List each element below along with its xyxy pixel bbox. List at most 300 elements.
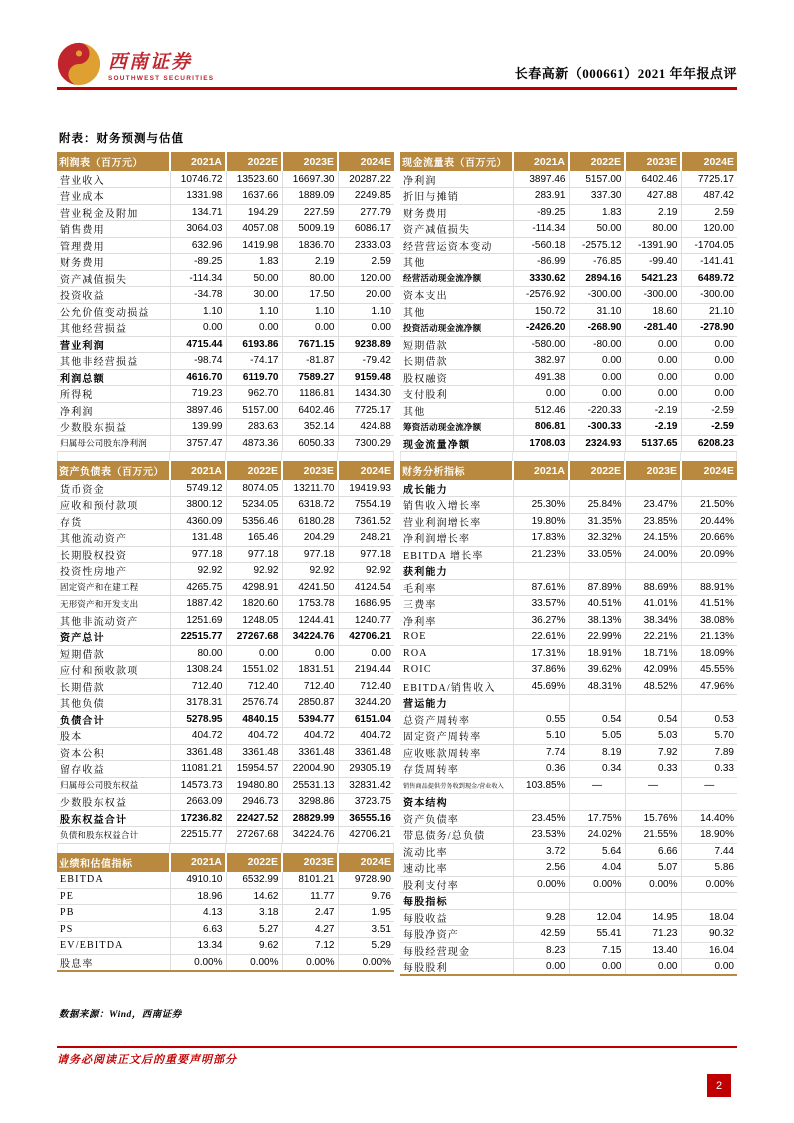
table-row xyxy=(400,794,737,811)
cell-value: 20.66% xyxy=(681,530,737,547)
cell-value: 24.15% xyxy=(625,530,681,547)
cell-value: 17.83% xyxy=(513,530,569,547)
row-label: EBITDA 增长率 xyxy=(400,546,513,563)
table-row xyxy=(57,353,394,370)
year-column-header: 2022E xyxy=(569,461,625,480)
row-label: 存货 xyxy=(57,513,170,530)
cell-value: 3361.48 xyxy=(282,744,338,761)
cell-value: 3330.62 xyxy=(513,270,569,287)
cell-value: 28829.99 xyxy=(282,810,338,827)
table-row xyxy=(57,402,394,419)
cell-value: -220.33 xyxy=(569,402,625,419)
cell-value: 1708.03 xyxy=(513,435,569,452)
cell-value: 17.50 xyxy=(282,287,338,304)
row-label: 成长能力 xyxy=(400,480,513,497)
cell-value: 0.00% xyxy=(338,954,394,971)
cell-value: 7725.17 xyxy=(338,402,394,419)
cell-value: 977.18 xyxy=(338,546,394,563)
cell-value: 5009.19 xyxy=(282,221,338,238)
cell-value: 5.03 xyxy=(625,728,681,745)
cell-value: 3.72 xyxy=(513,843,569,860)
cell-value: 50.00 xyxy=(569,221,625,238)
cell-value: 2333.03 xyxy=(338,237,394,254)
cell-value: 9159.48 xyxy=(338,369,394,386)
cell-value: 80.00 xyxy=(170,645,226,662)
row-label: 每股净资产 xyxy=(400,926,513,943)
cell-value: 30.00 xyxy=(226,287,282,304)
cell-value: 15.76% xyxy=(625,810,681,827)
cell-value: 1836.70 xyxy=(282,237,338,254)
row-label: 应收账款周转率 xyxy=(400,744,513,761)
row-label: 速动比率 xyxy=(400,860,513,877)
cell-value: 1251.69 xyxy=(170,612,226,629)
cell-value: 18.71% xyxy=(625,645,681,662)
cell-value: 0.00 xyxy=(681,353,737,370)
cell-value: 31.35% xyxy=(569,513,625,530)
table-row xyxy=(57,270,394,287)
empty-cell xyxy=(513,794,569,811)
cell-value: 1.10 xyxy=(282,303,338,320)
year-column-header: 2021A xyxy=(170,461,226,480)
cell-value: -300.33 xyxy=(569,419,625,436)
cell-value: 9238.89 xyxy=(338,336,394,353)
row-label: 固定资产周转率 xyxy=(400,728,513,745)
empty-cell xyxy=(513,480,569,497)
cell-value: 3361.48 xyxy=(226,744,282,761)
cell-value: 80.00 xyxy=(625,221,681,238)
cell-value: 4298.91 xyxy=(226,579,282,596)
table-row xyxy=(400,435,737,452)
cell-value: 21.23% xyxy=(513,546,569,563)
cell-value: 0.00 xyxy=(569,959,625,976)
cell-value: 0.00% xyxy=(226,954,282,971)
table-row xyxy=(400,320,737,337)
report-header xyxy=(57,38,737,86)
row-label: 资本支出 xyxy=(400,287,513,304)
cell-value: -79.42 xyxy=(338,353,394,370)
cell-value: 36.27% xyxy=(513,612,569,629)
cell-value: -98.74 xyxy=(170,353,226,370)
empty-cell xyxy=(569,480,625,497)
table-row xyxy=(57,480,394,497)
cell-value: 0.00 xyxy=(681,959,737,976)
cell-value: 3064.03 xyxy=(170,221,226,238)
income-table-title: 利润表（百万元） xyxy=(57,152,170,171)
cell-value: 32.32% xyxy=(569,530,625,547)
cell-value: 7.12 xyxy=(282,938,338,955)
table-row xyxy=(57,728,394,745)
table-header-row xyxy=(57,853,394,872)
row-label: 股东权益合计 xyxy=(57,810,170,827)
analysis-table-title: 财务分析指标 xyxy=(400,461,513,480)
cell-value: 4124.54 xyxy=(338,579,394,596)
cell-value: 0.33 xyxy=(681,761,737,778)
row-label: 留存收益 xyxy=(57,761,170,778)
cell-value: 2663.09 xyxy=(170,794,226,811)
year-column-header: 2024E xyxy=(681,152,737,171)
row-label: 毛利率 xyxy=(400,579,513,596)
cell-value: 48.52% xyxy=(625,678,681,695)
table-row xyxy=(57,744,394,761)
row-label: 其他 xyxy=(400,254,513,271)
cell-value: 487.42 xyxy=(681,188,737,205)
table-header-row xyxy=(57,152,394,171)
table-row xyxy=(57,287,394,304)
row-label: 支付股利 xyxy=(400,386,513,403)
row-label: 营业成本 xyxy=(57,188,170,205)
cell-value: 1.10 xyxy=(226,303,282,320)
cell-value: 1186.81 xyxy=(282,386,338,403)
cell-value: 92.92 xyxy=(170,563,226,580)
table-row xyxy=(57,188,394,205)
row-label: 净利润增长率 xyxy=(400,530,513,547)
cell-value: 3361.48 xyxy=(338,744,394,761)
cell-value: 20.44% xyxy=(681,513,737,530)
table-row xyxy=(57,938,394,955)
empty-cell xyxy=(625,794,681,811)
row-label: EV/EBITDA xyxy=(57,938,170,955)
valuation-table xyxy=(57,853,394,972)
row-label: 资产总计 xyxy=(57,629,170,646)
cell-value: 0.00 xyxy=(226,320,282,337)
row-label: 应收和预付款项 xyxy=(57,497,170,514)
cell-value: 0.00% xyxy=(569,876,625,893)
cell-value: — xyxy=(625,777,681,794)
row-label: 其他流动资产 xyxy=(57,530,170,547)
year-column-header: 2023E xyxy=(625,461,681,480)
cell-value: 150.72 xyxy=(513,303,569,320)
cell-value: 9.28 xyxy=(513,909,569,926)
income-table xyxy=(57,152,394,452)
cell-value: 0.54 xyxy=(569,711,625,728)
cell-value: -2.59 xyxy=(681,402,737,419)
cell-value: 88.91% xyxy=(681,579,737,596)
table-row xyxy=(400,827,737,844)
table-row xyxy=(57,237,394,254)
cell-value: 8101.21 xyxy=(282,872,338,889)
cell-value: 283.63 xyxy=(226,419,282,436)
cell-value: 0.00% xyxy=(625,876,681,893)
cell-value: 32831.42 xyxy=(338,777,394,794)
cell-value: 6318.72 xyxy=(282,497,338,514)
table-row xyxy=(400,386,737,403)
table-row xyxy=(400,353,737,370)
year-column-header: 2022E xyxy=(226,152,282,171)
table-row xyxy=(400,695,737,712)
row-label: 获利能力 xyxy=(400,563,513,580)
cell-value: 4715.44 xyxy=(170,336,226,353)
year-column-header: 2021A xyxy=(170,853,226,872)
cell-value: 25.84% xyxy=(569,497,625,514)
cell-value: 42.09% xyxy=(625,662,681,679)
cell-value: -89.25 xyxy=(513,204,569,221)
cell-value: 0.33 xyxy=(625,761,681,778)
cell-value: 0.54 xyxy=(625,711,681,728)
cell-value: 92.92 xyxy=(226,563,282,580)
cell-value: 39.62% xyxy=(569,662,625,679)
cell-value: 0.00 xyxy=(282,645,338,662)
cell-value: 2.59 xyxy=(338,254,394,271)
cell-value: 2324.93 xyxy=(569,435,625,452)
brand-subtitle: SOUTHWEST SECURITIES xyxy=(108,74,215,82)
cell-value: 14573.73 xyxy=(170,777,226,794)
row-label: 经营活动现金流净额 xyxy=(400,270,513,287)
cell-value: 1820.60 xyxy=(226,596,282,613)
cell-value: 3244.20 xyxy=(338,695,394,712)
row-label: 其他 xyxy=(400,402,513,419)
cell-value: 41.01% xyxy=(625,596,681,613)
row-label: 负债和股东权益合计 xyxy=(57,827,170,844)
year-column-header: 2024E xyxy=(681,461,737,480)
table-row xyxy=(400,711,737,728)
cell-value: 7.89 xyxy=(681,744,737,761)
balance-table-title: 资产负债表（百万元） xyxy=(57,461,170,480)
cell-value: 20.00 xyxy=(338,287,394,304)
cell-value: 37.86% xyxy=(513,662,569,679)
cell-value: 0.00 xyxy=(681,336,737,353)
cell-value: 131.48 xyxy=(170,530,226,547)
cell-value: 8.19 xyxy=(569,744,625,761)
cell-value: 9.76 xyxy=(338,888,394,905)
cell-value: -2.59 xyxy=(681,419,737,436)
cell-value: 34224.76 xyxy=(282,827,338,844)
year-column-header: 2023E xyxy=(282,152,338,171)
cell-value: 404.72 xyxy=(170,728,226,745)
cell-value: 15954.57 xyxy=(226,761,282,778)
brand-logo-icon xyxy=(57,42,101,86)
cell-value: -580.00 xyxy=(513,336,569,353)
table-row xyxy=(57,777,394,794)
cell-value: 13.40 xyxy=(625,942,681,959)
row-label: 货币资金 xyxy=(57,480,170,497)
cell-value: 0.00 xyxy=(513,386,569,403)
cell-value: 3897.46 xyxy=(513,171,569,188)
row-label: 每股收益 xyxy=(400,909,513,926)
row-label: 少数股东损益 xyxy=(57,419,170,436)
cell-value: 12.04 xyxy=(569,909,625,926)
row-label: 股权融资 xyxy=(400,369,513,386)
table-row xyxy=(57,810,394,827)
table-row xyxy=(400,596,737,613)
cell-value: 42706.21 xyxy=(338,629,394,646)
year-column-header: 2024E xyxy=(338,461,394,480)
cell-value: 134.71 xyxy=(170,204,226,221)
cell-value: 7.44 xyxy=(681,843,737,860)
row-label: 存货周转率 xyxy=(400,761,513,778)
cell-value: 248.21 xyxy=(338,530,394,547)
row-label: 销售商品提供劳务收到现金/营业收入 xyxy=(400,777,513,794)
cell-value: 7671.15 xyxy=(282,336,338,353)
cell-value: 5.05 xyxy=(569,728,625,745)
table-row xyxy=(400,744,737,761)
table-row xyxy=(57,497,394,514)
cell-value: 13211.70 xyxy=(282,480,338,497)
cell-value: 14.95 xyxy=(625,909,681,926)
cell-value: 977.18 xyxy=(282,546,338,563)
cell-value: 2.47 xyxy=(282,905,338,922)
cell-value: -34.78 xyxy=(170,287,226,304)
cell-value: 6050.33 xyxy=(282,435,338,452)
cell-value: 23.85% xyxy=(625,513,681,530)
cell-value: 204.29 xyxy=(282,530,338,547)
cell-value: 5.64 xyxy=(569,843,625,860)
cell-value: 5.27 xyxy=(226,921,282,938)
row-label: 资本公积 xyxy=(57,744,170,761)
cell-value: 2.59 xyxy=(681,204,737,221)
cell-value: 2850.87 xyxy=(282,695,338,712)
cell-value: 38.08% xyxy=(681,612,737,629)
cell-value: 2576.74 xyxy=(226,695,282,712)
table-row xyxy=(57,888,394,905)
cell-value: 27267.68 xyxy=(226,827,282,844)
cell-value: — xyxy=(569,777,625,794)
table-row xyxy=(400,645,737,662)
cell-value: 1.10 xyxy=(170,303,226,320)
row-label: 现金流量净额 xyxy=(400,435,513,452)
cell-value: 40.51% xyxy=(569,596,625,613)
table-row xyxy=(400,876,737,893)
cell-value: 18.91% xyxy=(569,645,625,662)
cell-value: -2.19 xyxy=(625,402,681,419)
cell-value: 6489.72 xyxy=(681,270,737,287)
cell-value: 2249.85 xyxy=(338,188,394,205)
cell-value: 14.40% xyxy=(681,810,737,827)
cell-value: 3800.12 xyxy=(170,497,226,514)
cell-value: 0.00 xyxy=(625,369,681,386)
table-row xyxy=(57,827,394,844)
cell-value: 4.04 xyxy=(569,860,625,877)
cell-value: 23.45% xyxy=(513,810,569,827)
row-label: ROE xyxy=(400,629,513,646)
cell-value: 2946.73 xyxy=(226,794,282,811)
cell-value: 3723.75 xyxy=(338,794,394,811)
cell-value: 19480.80 xyxy=(226,777,282,794)
cell-value: -300.00 xyxy=(569,287,625,304)
year-column-header: 2022E xyxy=(569,152,625,171)
row-label: 财务费用 xyxy=(57,254,170,271)
cell-value: 1.10 xyxy=(338,303,394,320)
cell-value: 0.53 xyxy=(681,711,737,728)
cell-value: 4265.75 xyxy=(170,579,226,596)
cell-value: 0.00 xyxy=(226,645,282,662)
empty-cell xyxy=(625,695,681,712)
cell-value: 5.86 xyxy=(681,860,737,877)
header-rule xyxy=(57,87,737,90)
cell-value: 8074.05 xyxy=(226,480,282,497)
cell-value: 9.62 xyxy=(226,938,282,955)
row-label: 筹资活动现金流净额 xyxy=(400,419,513,436)
cell-value: 3.51 xyxy=(338,921,394,938)
table-row xyxy=(400,237,737,254)
cell-value: -80.00 xyxy=(569,336,625,353)
cell-value: 18.96 xyxy=(170,888,226,905)
cell-value: 21.10 xyxy=(681,303,737,320)
row-label: 其他经营损益 xyxy=(57,320,170,337)
cell-value: 404.72 xyxy=(338,728,394,745)
cell-value: 23.47% xyxy=(625,497,681,514)
cell-value: 3178.31 xyxy=(170,695,226,712)
cell-value: 120.00 xyxy=(338,270,394,287)
table-row xyxy=(400,336,737,353)
cell-value: 55.41 xyxy=(569,926,625,943)
cell-value: 0.00 xyxy=(681,386,737,403)
table-row xyxy=(400,204,737,221)
cell-value: 6180.28 xyxy=(282,513,338,530)
table-row xyxy=(57,794,394,811)
table-row xyxy=(57,612,394,629)
row-label: 归属母公司股东净利润 xyxy=(57,435,170,452)
table-row xyxy=(57,921,394,938)
row-label: 销售费用 xyxy=(57,221,170,238)
cell-value: 18.90% xyxy=(681,827,737,844)
cell-value: 22004.90 xyxy=(282,761,338,778)
year-column-header: 2023E xyxy=(282,461,338,480)
cell-value: 719.23 xyxy=(170,386,226,403)
table-spacer xyxy=(57,452,394,461)
cell-value: 0.00 xyxy=(625,386,681,403)
table-row xyxy=(400,171,737,188)
cell-value: 6119.70 xyxy=(226,369,282,386)
cell-value: 0.00 xyxy=(625,959,681,976)
table-spacer xyxy=(400,452,737,461)
cell-value: 18.60 xyxy=(625,303,681,320)
cell-value: 4360.09 xyxy=(170,513,226,530)
row-label: 营运能力 xyxy=(400,695,513,712)
cell-value: 19419.93 xyxy=(338,480,394,497)
table-row xyxy=(400,909,737,926)
row-label: PS xyxy=(57,921,170,938)
cell-value: 20.09% xyxy=(681,546,737,563)
table-row xyxy=(57,303,394,320)
cell-value: 6151.04 xyxy=(338,711,394,728)
cell-value: 806.81 xyxy=(513,419,569,436)
table-row xyxy=(400,480,737,497)
row-label: 少数股东权益 xyxy=(57,794,170,811)
source-note: 数据来源：Wind，西南证券 xyxy=(59,1010,182,1020)
left-table-column xyxy=(57,152,394,972)
table-row xyxy=(57,563,394,580)
cell-value: -2426.20 xyxy=(513,320,569,337)
row-label: 带息债务/总负债 xyxy=(400,827,513,844)
cell-value: 0.00 xyxy=(170,320,226,337)
empty-cell xyxy=(681,893,737,910)
year-column-header: 2021A xyxy=(513,152,569,171)
row-label: 其他非经营损益 xyxy=(57,353,170,370)
cell-value: 0.36 xyxy=(513,761,569,778)
cell-value: 0.00% xyxy=(170,954,226,971)
table-spacer xyxy=(57,844,394,853)
row-label: ROIC xyxy=(400,662,513,679)
cell-value: 0.00 xyxy=(569,353,625,370)
cell-value: 4840.15 xyxy=(226,711,282,728)
row-label: 投资收益 xyxy=(57,287,170,304)
cell-value: 2.19 xyxy=(282,254,338,271)
cell-value: 7361.52 xyxy=(338,513,394,530)
row-label: 每股股利 xyxy=(400,959,513,976)
row-label: 短期借款 xyxy=(57,645,170,662)
cell-value: 33.57% xyxy=(513,596,569,613)
cell-value: 4616.70 xyxy=(170,369,226,386)
cell-value: 5157.00 xyxy=(226,402,282,419)
cell-value: 0.00% xyxy=(282,954,338,971)
row-label: ROA xyxy=(400,645,513,662)
row-label: 长期借款 xyxy=(57,678,170,695)
report-title: 长春高新（000661）2021 年年报点评 xyxy=(514,66,737,81)
cell-value: 7.92 xyxy=(625,744,681,761)
cell-value: 13523.60 xyxy=(226,171,282,188)
cell-value: 5394.77 xyxy=(282,711,338,728)
cell-value: 7589.27 xyxy=(282,369,338,386)
